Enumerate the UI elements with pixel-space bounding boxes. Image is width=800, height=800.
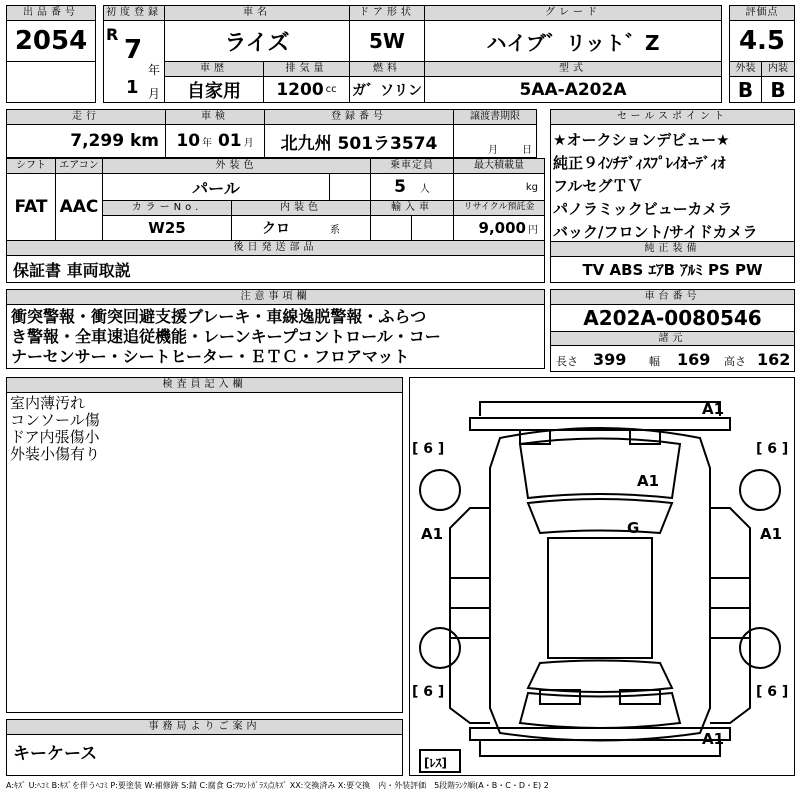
era: R: [106, 25, 119, 44]
transfer-deadline-label: 譲渡書期限: [453, 109, 537, 125]
registration-year: 7: [124, 35, 143, 65]
office-notice: キーケース: [6, 734, 403, 776]
score-label: 評価点: [729, 5, 795, 21]
import-box-2: [411, 215, 454, 241]
mileage-unit: km: [129, 131, 159, 151]
notes-label: 注意事項欄: [6, 289, 545, 305]
interior-color-unit: 系: [330, 224, 340, 236]
notes-line: 衝突警報・衝突回避支援ブレーキ・車線逸脱警報・ふらつ: [11, 307, 427, 326]
selling-point-item: 純正９ｲﾝﾁﾃﾞｨｽﾌﾟﾚｲｵｰﾃﾞｨｵ: [553, 154, 726, 172]
selling-point-item: ★オークションデビュー★: [553, 131, 730, 149]
capacity-label: 乗車定員: [370, 158, 454, 174]
damage-mark-right-side: A1: [760, 525, 783, 543]
exterior-color-label: 外装色: [102, 158, 371, 174]
damage-mark-front-bumper: A1: [702, 400, 725, 418]
windshield: [528, 499, 672, 533]
score: 4.5: [729, 20, 795, 62]
shift-label: シフト: [6, 158, 56, 174]
color-number-label: カラーNo.: [102, 200, 232, 216]
rear-bumper-lower: [480, 740, 720, 756]
exterior-grade-label: 外装: [729, 61, 762, 77]
door-type: 5W: [349, 20, 425, 62]
interior-color-value: クロ: [262, 221, 290, 237]
height-label: 高さ: [724, 355, 746, 368]
capacity-value: 5: [394, 177, 406, 197]
specs: [550, 345, 795, 372]
mileage: [6, 124, 166, 158]
inspector-note-line: コンソール傷: [10, 411, 100, 429]
transfer-day-unit: 日: [522, 145, 532, 156]
tire-front-right: [ 6 ]: [756, 441, 789, 457]
mileage-label: 走行: [6, 109, 166, 125]
exterior-color-extra: [329, 173, 371, 201]
registration-month: 1: [126, 77, 139, 98]
model-code: 5AA-A202A: [424, 76, 722, 103]
exterior-color: パール: [102, 173, 330, 201]
interior-color: [231, 215, 371, 241]
first-registration-label: 初度登録: [103, 5, 165, 21]
first-registration: [103, 20, 165, 103]
left-side: [450, 508, 490, 723]
plate-number: 北九州 501ラ3574: [264, 124, 454, 158]
max-load-unit: kg: [525, 181, 538, 193]
inspection-month: 01: [217, 131, 242, 151]
grade-label: グレード: [424, 5, 722, 21]
front-bumper: [480, 402, 720, 416]
capacity: [370, 173, 454, 201]
length: 399: [593, 350, 627, 369]
displacement-label: 排気量: [263, 61, 350, 77]
interior-grade: B: [761, 76, 795, 103]
car-history-label: 車歴: [164, 61, 264, 77]
plate-label: 登録番号: [264, 109, 454, 125]
inspection-month-unit: 月: [243, 137, 254, 149]
width: 169: [677, 350, 711, 369]
spare-tire-label: [ﾚｽ]: [424, 756, 447, 770]
inspector-note-line: ドア内張傷小: [10, 428, 100, 446]
length-label: 長さ: [556, 355, 578, 368]
damage-mark-rear-bumper: A1: [702, 730, 725, 748]
recycle-fee-label: リサイクル預託金: [453, 200, 545, 216]
selling-point-item: フルセグＴＶ: [553, 177, 643, 195]
interior-color-label: 内装色: [231, 200, 371, 216]
car-outline-svg: [410, 378, 794, 775]
inspector-notes: [6, 392, 403, 713]
later-parts: 保証書 車両取説: [6, 255, 545, 283]
transfer-deadline: [453, 124, 537, 158]
shift: FAT: [6, 173, 56, 241]
inspection-date: [165, 124, 265, 158]
later-parts-label: 後日発送部品: [6, 240, 545, 256]
model-code-label: 型式: [424, 61, 722, 77]
capacity-unit: 人: [419, 183, 430, 195]
grade: ハイブ゛リット゛Z: [424, 20, 722, 62]
selling-point-item: バック/フロント/サイドカメラ: [553, 223, 758, 241]
exterior-grade: B: [729, 76, 762, 103]
inspector-notes-label: 検査員記入欄: [6, 377, 403, 393]
displacement: [263, 76, 350, 103]
rear-right-wheel: [740, 628, 780, 668]
damage-mark-left-side: A1: [421, 525, 444, 543]
car-damage-diagram: [409, 377, 795, 776]
displacement-value: 1200: [276, 79, 324, 100]
inspection-label: 車検: [165, 109, 265, 125]
legend: A:ｷｽﾞ U:ﾍｺﾐ B:ｷｽﾞを伴うﾍｺﾐ P:要塗装 W:補修跡 S:錆 C:腐食 G:ﾌﾛﾝﾄｶﾞﾗｽ点ｷｽﾞ XX:交換済み X:要交換 内・外装評価 5段階ﾗﾝｸ順(A・B・C・D・E) 2: [6, 781, 549, 790]
height: 162: [757, 350, 791, 369]
lot-number-blank: [6, 61, 96, 103]
chassis-number: A202A-0080546: [550, 304, 795, 332]
selling-points: [550, 124, 795, 242]
transfer-month-unit: 月: [488, 145, 498, 156]
inspector-note-line: 室内薄汚れ: [10, 394, 86, 412]
body-outline: [490, 428, 710, 741]
notes-line: ナーセンサー・シートヒーター・ＥＴＣ・フロアマット: [11, 347, 410, 366]
car-history: 自家用: [164, 76, 264, 103]
inspection-year-unit: 年: [202, 137, 213, 149]
equipment-label: 純正装備: [550, 241, 795, 257]
selling-points-label: セールスポイント: [550, 109, 795, 125]
aircon-label: エアコン: [55, 158, 103, 174]
roof: [548, 538, 652, 658]
chassis-number-label: 車台番号: [550, 289, 795, 305]
door-type-label: ドア形状: [349, 5, 425, 21]
damage-mark-windshield: G: [627, 519, 640, 537]
year-unit: 年: [148, 63, 161, 77]
import-label: 輸入車: [370, 200, 454, 216]
recycle-fee-value: 9,000: [478, 219, 526, 237]
lot-number-label: 出品番号: [6, 5, 96, 21]
rear-window: [528, 661, 672, 693]
damage-mark-hood: A1: [637, 472, 660, 490]
inspection-year: 10: [176, 131, 201, 151]
interior-grade-label: 内装: [761, 61, 795, 77]
aircon: AAC: [55, 173, 103, 241]
fuel-label: 燃料: [349, 61, 425, 77]
width-label: 幅: [649, 355, 660, 368]
selling-point-item: パノラミックビューカメラ: [553, 200, 733, 218]
tailgate: [520, 693, 680, 728]
notes: [6, 304, 545, 369]
max-load: [453, 173, 545, 201]
fuel: ガ゛ソリン: [349, 76, 425, 103]
equipment: TV ABS ｴｱB ｱﾙﾐ PS PW: [550, 256, 795, 283]
import-box-1: [370, 215, 412, 241]
front-right-wheel: [740, 470, 780, 510]
lot-number: 2054: [6, 20, 96, 62]
right-side: [710, 508, 750, 723]
color-number: W25: [102, 215, 232, 241]
front-left-wheel: [420, 470, 460, 510]
inspector-note-line: 外装小傷有り: [10, 445, 101, 463]
month-unit: 月: [148, 87, 161, 101]
car-name: ライズ: [164, 20, 350, 62]
tire-front-left: [ 6 ]: [412, 441, 445, 457]
car-name-label: 車名: [164, 5, 350, 21]
rear-left-wheel: [420, 628, 460, 668]
specs-label: 諸元: [550, 331, 795, 346]
office-notice-label: 事務局よりご案内: [6, 719, 403, 735]
recycle-fee: [453, 215, 545, 241]
max-load-label: 最大積載量: [453, 158, 545, 174]
recycle-fee-unit: 円: [528, 224, 538, 236]
displacement-unit: cc: [325, 84, 337, 95]
tire-rear-left: [ 6 ]: [412, 684, 445, 700]
notes-line: き警報・全車速追従機能・レーンキープコントロール・コー: [11, 327, 441, 346]
mileage-value: 7,299: [70, 131, 125, 151]
tire-rear-right: [ 6 ]: [756, 684, 789, 700]
